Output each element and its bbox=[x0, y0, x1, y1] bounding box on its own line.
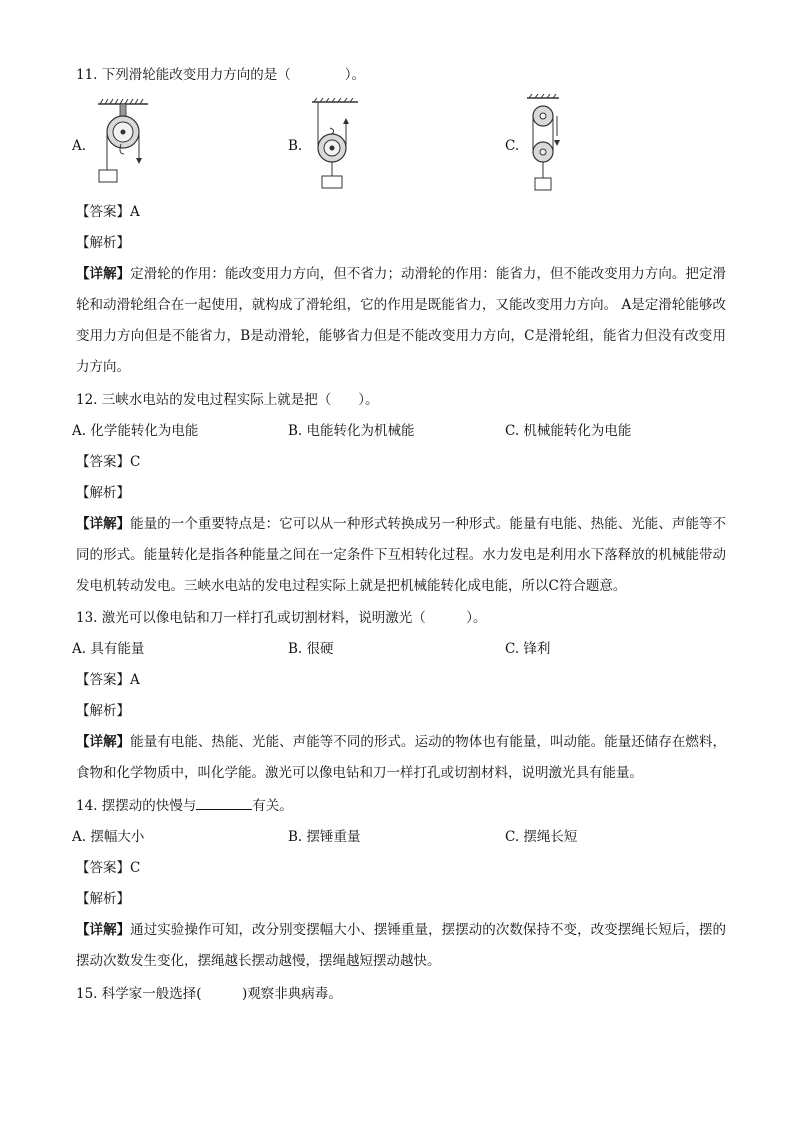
q11-option-c-label: C. bbox=[505, 138, 520, 154]
movable-pulley-figure bbox=[308, 98, 360, 190]
q11-option-a-label: A. bbox=[72, 138, 87, 154]
q11-analysis-label: 【解析】 bbox=[76, 235, 130, 251]
q14-analysis-label: 【解析】 bbox=[76, 891, 130, 907]
q11-detail-text: 定滑轮的作用：能改变用力方向，但不省力；动滑轮的作用：能省力，但不能改变用力方向。把定滑轮和动滑轮组合在一起使用，就构成了滑轮组，它的作用是既能省力，又能改变用力方向。 A是定滑轮能够改变用力方向但是不能省力，B是动滑轮，能够省力但是不能改变用力方向，C是滑轮组，能省力但没有改变用力方向。 bbox=[76, 266, 727, 375]
pulley-block-figure bbox=[525, 94, 561, 194]
q13-option-b: B. 很硬 bbox=[288, 641, 334, 657]
q14-blank bbox=[196, 797, 252, 810]
q15-stem: 15. 科学家一般选择( )观察非典病毒。 bbox=[76, 986, 342, 1002]
q12-analysis-label: 【解析】 bbox=[76, 485, 130, 501]
q14-stem-post: 有关。 bbox=[252, 798, 293, 814]
q14-detail bbox=[76, 915, 726, 977]
q12-stem: 12. 三峡水电站的发电过程实际上就是把（ ）。 bbox=[76, 392, 379, 408]
q11-stem: 11. 下列滑轮能改变用力方向的是（ ）。 bbox=[76, 67, 366, 83]
q11-detail bbox=[76, 259, 726, 383]
q11-detail-tag: 【详解】 bbox=[76, 266, 131, 282]
q14-stem bbox=[76, 797, 293, 815]
q12-option-b: B. 电能转化为机械能 bbox=[288, 423, 415, 439]
q14-stem-pre: 14. 摆摆动的快慢与 bbox=[76, 798, 197, 814]
q12-answer: 【答案】C bbox=[76, 454, 141, 470]
q12-detail bbox=[76, 509, 726, 602]
q14-option-a: A. 摆幅大小 bbox=[72, 829, 145, 845]
fixed-pulley-figure bbox=[94, 98, 152, 184]
q13-analysis-label: 【解析】 bbox=[76, 703, 130, 719]
q13-detail-text: 能量有电能、热能、光能、声能等不同的形式。运动的物体也有能量，叫动能。能量还储存在燃料，食物和化学物质中，叫化学能。激光可以像电钻和刀一样打孔或切割材料，说明激光具有能量。 bbox=[76, 734, 727, 781]
q13-stem: 13. 激光可以像电钻和刀一样打孔或切割材料，说明激光（ ）。 bbox=[76, 610, 487, 626]
q14-answer: 【答案】C bbox=[76, 860, 141, 876]
q14-detail-tag: 【详解】 bbox=[76, 922, 131, 938]
q12-detail-tag: 【详解】 bbox=[76, 516, 131, 532]
q12-option-c: C. 机械能转化为电能 bbox=[505, 423, 632, 439]
q14-option-b: B. 摆锤重量 bbox=[288, 829, 361, 845]
q11-option-b-label: B. bbox=[288, 138, 303, 154]
q14-detail-text: 通过实验操作可知，改分别变摆幅大小、摆锤重量，摆摆动的次数保持不变，改变摆绳长短后，摆的摆动次数发生变化，摆绳越长摆动越慢，摆绳越短摆动越快。 bbox=[76, 922, 727, 969]
q12-option-a: A. 化学能转化为电能 bbox=[72, 423, 199, 439]
q13-option-a: A. 具有能量 bbox=[72, 641, 145, 657]
q11-answer: 【答案】A bbox=[76, 204, 140, 220]
q13-answer: 【答案】A bbox=[76, 672, 140, 688]
q13-detail-tag: 【详解】 bbox=[76, 734, 131, 750]
q13-option-c: C. 锋利 bbox=[505, 641, 551, 657]
q14-option-c: C. 摆绳长短 bbox=[505, 829, 578, 845]
q13-detail bbox=[76, 727, 726, 789]
q12-detail-text: 能量的一个重要特点是：它可以从一种形式转换成另一种形式。能量有电能、热能、光能、声能等不同的形式。能量转化是指各种能量之间在一定条件下互相转化过程。水力发电是利用水下落释放的机械能带动发电机转动发电。三峡水电站的发电过程实际上就是把机械能转化成电能，所以C符合题意。 bbox=[76, 516, 727, 594]
